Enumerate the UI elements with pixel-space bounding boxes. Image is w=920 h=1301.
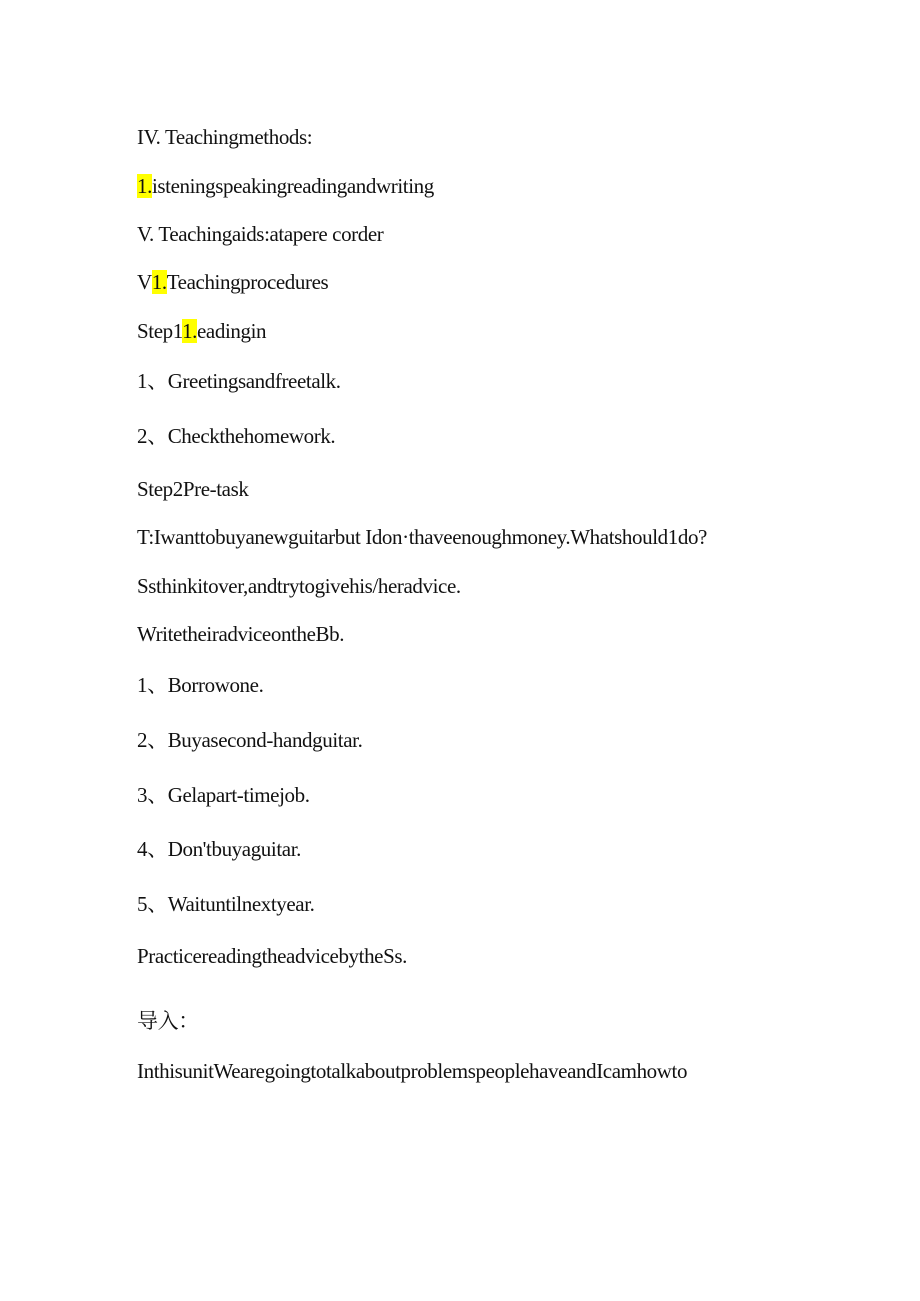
students-line: Ssthinkitover,andtrytogivehis/heradvice. xyxy=(137,574,461,598)
advice-4: 4、Don'tbuyaguitar. xyxy=(137,837,301,861)
advice-5: 5、Waituntilnextyear. xyxy=(137,892,315,916)
step1-item-1: 1、Greetingsandfreetalk. xyxy=(137,369,341,393)
intro-text: InthisunitWearegoingtotalkaboutproblemspeoplehaveandIcamhowto xyxy=(137,1059,688,1083)
advice-2: 2、Buyasecond-handguitar. xyxy=(137,728,363,752)
teaching-methods-heading: IV. Teachingmethods: xyxy=(137,125,313,149)
write-line: WritetheiradviceontheBb. xyxy=(137,622,345,646)
methods-list: 1.isteningspeakingreadingandwriting xyxy=(137,174,434,198)
highlighted-number: 1. xyxy=(151,270,167,294)
intro-label: 导入： xyxy=(137,1009,199,1033)
teacher-line: T:Iwanttobuyanewguitarbut Idon·thaveenoughmoney.Whatshould1do? xyxy=(137,525,707,549)
step2-heading: Step2Pre-task xyxy=(137,477,249,501)
teaching-aids: V. Teachingaids:atapere corder xyxy=(137,222,384,246)
step1-item-2: 2、Checkthehomework. xyxy=(137,424,336,448)
procedures-heading: V1.Teachingprocedures xyxy=(137,270,329,294)
highlighted-number: 1. xyxy=(137,174,152,198)
step1-heading: Step11.eadingin xyxy=(137,319,267,343)
highlighted-number: 1. xyxy=(182,319,198,343)
advice-3: 3、Gelapart-timejob. xyxy=(137,783,310,807)
advice-1: 1、Borrowone. xyxy=(137,673,264,697)
practice-line: PracticereadingtheadvicebytheSs. xyxy=(137,944,408,968)
